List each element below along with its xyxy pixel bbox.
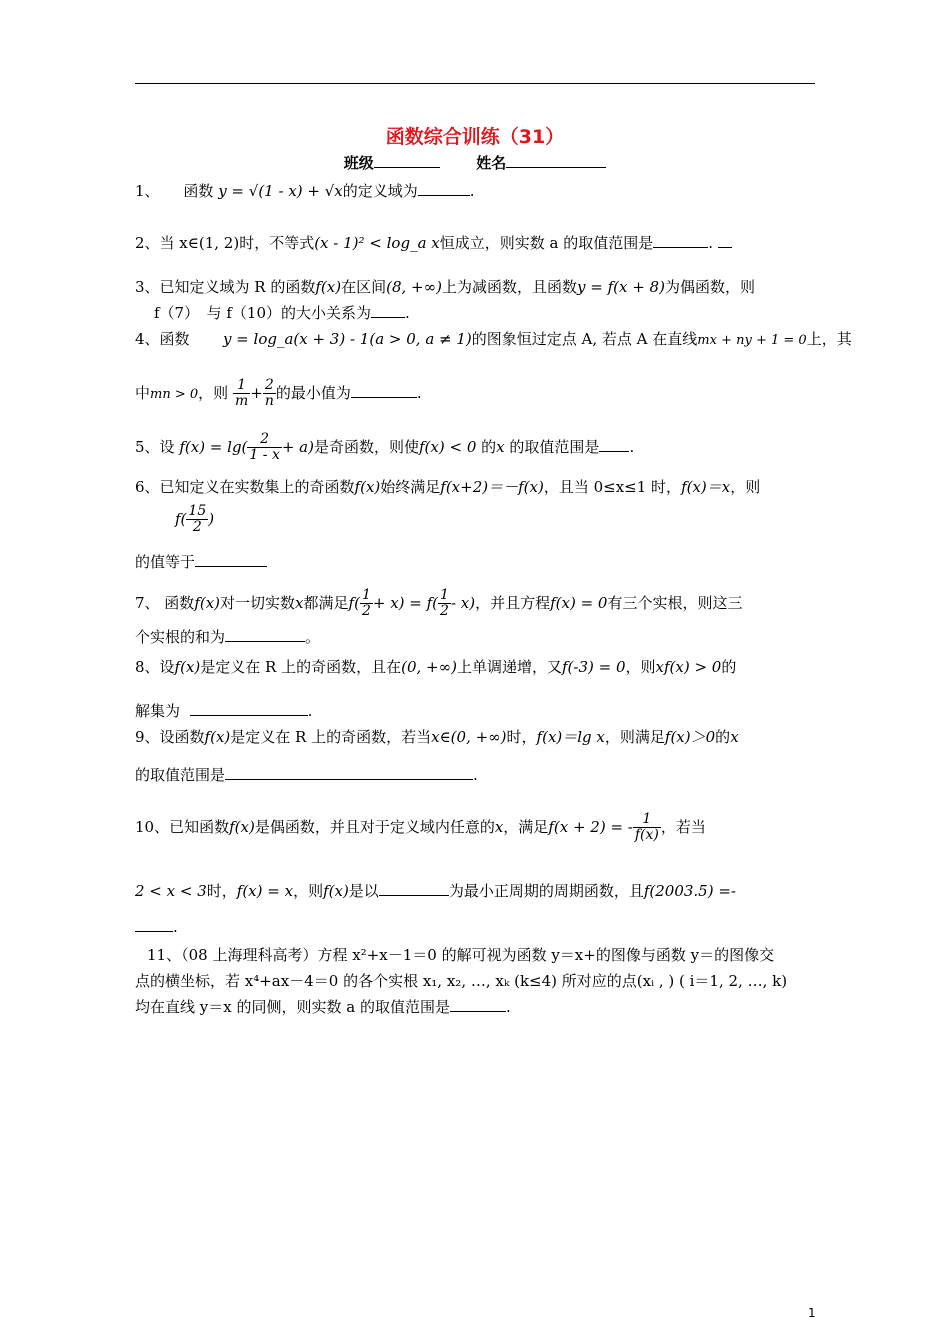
question-4-line-2 [135, 378, 422, 410]
q1-text-b: 的定义域为 [342, 182, 418, 200]
question-9-line-2 [135, 764, 478, 785]
q5-text-a: 5、设 [135, 437, 175, 456]
q2-formula: (x - 1)² < log_a x [314, 234, 440, 252]
q7-frac1-den: 2 [361, 603, 371, 620]
q9-text-d: ，则满足 [604, 728, 665, 746]
question-6-line-2 [175, 504, 214, 536]
q3-line2-end: . [405, 304, 410, 322]
q7-text-d: ，并且方程 [475, 593, 551, 612]
q3-text-b: 在区间 [341, 278, 387, 296]
q6-fx-eq: f(x)＝x [681, 478, 731, 496]
q9-line2-text: 的取值范围是 [135, 766, 226, 784]
q2-trailing-line [718, 246, 732, 248]
q8-line2-end: . [307, 702, 313, 720]
q8-text-b: 是定义在 R 上的奇函数，且在 [200, 658, 402, 676]
q8-text-e: 的 [721, 658, 737, 676]
q8-answer-blank[interactable] [190, 714, 308, 716]
q4-answer-blank[interactable] [351, 396, 417, 398]
q4-plus: + [250, 383, 263, 402]
q4-text-b: 的图象恒过定点 A, 若点 A 在直线 [471, 330, 698, 348]
q9-text-e: 的 [715, 728, 731, 746]
q8-text-c: 上单调递增，又 [456, 658, 562, 676]
q7-text-b: 对一切实数 [220, 593, 296, 612]
question-10-line-2 [135, 880, 736, 901]
page-title: 函数综合训练（31） [385, 126, 565, 148]
question-2 [135, 232, 732, 253]
q6-text-c: ，且当 0≤x≤1 时， [543, 478, 682, 496]
q4-line-eq: mx + ny + 1 = 0 [697, 333, 807, 348]
q10-value-blank[interactable] [135, 930, 173, 932]
question-3 [135, 276, 755, 297]
q7-text-c: 都满足 [303, 593, 349, 612]
q7-f-c: - x) [450, 593, 476, 612]
q10-range: 2 < x < 3 [135, 882, 207, 900]
q5-fx-end: + a) [281, 437, 314, 456]
q7-frac-2 [438, 588, 451, 620]
q6-frac [186, 504, 208, 536]
q5-answer-blank[interactable] [599, 450, 629, 452]
q10-frac [633, 812, 661, 844]
q9-text-b: 是定义在 R 上的奇函数，若当 [230, 728, 432, 746]
q6-line3-text: 的值等于 [135, 553, 196, 571]
question-6-line-3 [135, 551, 267, 572]
question-11-line-2 [135, 970, 787, 991]
q11-line-2: 点的横坐标，若 x⁴+ax－4＝0 的各个实根 x₁, x₂, …, xₖ (k≤4) 所对应的点(xᵢ , ) ( i＝1, 2, …, k) [135, 972, 788, 990]
q11-line-3-end: . [505, 998, 511, 1016]
q7-f-b: + x) = f( [372, 593, 439, 612]
q4-frac1-den: m [234, 393, 249, 410]
name-blank[interactable] [506, 167, 606, 168]
q3-text-d: 为偶函数，则 [664, 278, 755, 296]
q6-answer-blank[interactable] [195, 565, 267, 567]
q5-frac-num: 2 [247, 432, 281, 448]
question-10-line-3 [135, 918, 178, 936]
q5-x: x [496, 437, 505, 456]
q6-text-b: 始终满足 [380, 478, 441, 496]
q7-line2-text: 个实根的和为 [135, 628, 226, 646]
class-label: 班级 [343, 154, 374, 172]
q4-line2-b: ，则 [198, 383, 229, 402]
q4-cond: mn > 0 [150, 386, 199, 402]
q7-frac2-den: 2 [440, 603, 449, 620]
q8-fx: f(x) [174, 658, 201, 676]
q10-fx-2: f(x) [323, 882, 349, 900]
q6-fx: f(x) [354, 478, 381, 496]
q3-fx: f(x) [315, 278, 342, 296]
q4-frac-2 [263, 378, 276, 410]
q2-text-c: . [708, 234, 713, 252]
question-10 [135, 812, 706, 844]
q11-answer-blank[interactable] [450, 1010, 506, 1012]
q8-text-a: 8、设 [135, 658, 175, 676]
question-1 [135, 180, 475, 201]
question-7 [135, 588, 743, 620]
q7-eq: f(x) = 0 [550, 593, 608, 612]
q4-frac1-num: 1 [233, 378, 250, 394]
q1-number: 1、 [135, 182, 160, 200]
q6-frac-den: 2 [192, 519, 202, 536]
q3-text-c: 上为减函数，且函数 [441, 278, 577, 296]
q2-text-a: 2、当 x∈(1, 2)时，不等式 [135, 234, 315, 252]
q10-line2-d: 为最小正周期的周期函数，且 [448, 882, 644, 900]
q7-frac-1 [360, 588, 373, 620]
q5-text-d: 的取值范围是 [509, 437, 600, 456]
q10-fx: f(x) [229, 817, 255, 836]
q10-text-a: 10、已知函数 [135, 817, 230, 836]
q9-line2-end: . [473, 766, 478, 784]
q4-text-c: 上，其 [806, 330, 852, 348]
q10-line3-end: . [173, 918, 178, 936]
header-rule [135, 83, 815, 84]
q7-f-a: f( [348, 593, 360, 612]
q5-frac [247, 432, 281, 464]
q10-text-d: ，若当 [660, 817, 706, 836]
q5-frac-den: 1 - x [249, 447, 280, 464]
q7-frac1-num: 1 [361, 587, 371, 603]
q8-text-d: ，则 [625, 658, 656, 676]
q9-text-c: 时， [506, 728, 537, 746]
q4-line2-d: . [416, 383, 422, 402]
q9-answer-blank[interactable] [225, 778, 473, 780]
q5-text-e: . [629, 437, 635, 456]
q10-line2-c: 是以 [348, 882, 379, 900]
q4-formula: y = log_a(x + 3) - 1(a > 0, a ≠ 1) [222, 330, 472, 348]
question-9 [135, 726, 739, 747]
q4-frac-1 [233, 378, 250, 410]
q7-line2-end: 。 [305, 628, 321, 646]
q3-line2-text: f（7） 与 f（10）的大小关系为 [154, 304, 372, 322]
q10-line2-a: 时， [206, 882, 237, 900]
q7-text-a: 7、 函数 [135, 593, 195, 612]
q6-text-a: 6、已知定义在实数集上的奇函数 [135, 478, 355, 496]
q5-fx: f(x) = lg( [179, 437, 248, 456]
q6-frac-num: 15 [188, 503, 207, 519]
q5-cond: f(x) < 0 [419, 437, 477, 456]
q6-text-d: ，则 [730, 478, 761, 496]
question-8-line-2 [135, 700, 312, 721]
q7-answer-blank[interactable] [225, 640, 305, 642]
q10-text-b: 是偶函数，并且对于定义域内任意的 [254, 817, 495, 836]
question-8 [135, 656, 736, 677]
q10-x: x [494, 817, 504, 836]
q11-line-3: 均在直线 y＝x 的同侧，则实数 a 的取值范围是 [135, 998, 450, 1016]
q1-formula: y = √(1 - x) + √x [218, 182, 343, 200]
q9-fx-eq: f(x)＝lg x [536, 728, 605, 746]
q6-relation: f(x+2)＝－f(x) [440, 478, 544, 496]
q10-frac-num: 1 [633, 812, 661, 828]
q3-formula: y = f(x + 8) [576, 278, 665, 296]
q10-period-blank[interactable] [379, 894, 449, 896]
q3-interval: (8, +∞) [386, 278, 442, 296]
q10-fx-eq: f(x) = x [236, 882, 294, 900]
q9-interval: x∈(0, +∞) [431, 728, 507, 746]
q9-cond: f(x)＞0 [664, 728, 716, 746]
q7-x: x [295, 593, 304, 612]
q7-frac2-num: 1 [440, 587, 449, 603]
q7-text-e: 有三个实根，则这三 [607, 593, 743, 612]
q9-text-a: 9、设函数 [135, 728, 205, 746]
q9-fx: f(x) [204, 728, 231, 746]
q1-answer-blank[interactable] [418, 194, 470, 196]
q7-fx: f(x) [194, 593, 221, 612]
q1-text-c: . [469, 182, 475, 200]
question-4 [135, 328, 852, 349]
q4-line2-c: 的最小值为 [275, 383, 351, 402]
question-11-line-3 [135, 996, 511, 1017]
q2-text-b: 恒成立，则实数 a 的取值范围是 [439, 234, 654, 252]
q8-line2-text: 解集为 [135, 702, 181, 720]
q3-text-a: 3、已知定义域为 R 的函数 [135, 278, 316, 296]
q3-answer-blank[interactable] [371, 316, 405, 318]
q6-f-open: f( [175, 509, 187, 528]
q4-frac2-den: n [264, 393, 274, 410]
class-name-line [0, 152, 950, 173]
q5-text-b: 是奇函数，则使 [313, 437, 419, 456]
q8-interval: (0, +∞) [401, 658, 457, 676]
q4-text-a: 4、函数 [135, 330, 190, 348]
q8-cond: f(-3) = 0 [561, 658, 626, 676]
q4-line2-a: 中 [135, 383, 151, 402]
question-7-line-2 [135, 626, 320, 647]
q10-text-c: ，满足 [503, 817, 549, 836]
q10-value: f(2003.5) =- [643, 882, 736, 900]
q11-line-1: 11、（08 上海理科高考）方程 x²+x－1＝0 的解可视为函数 y＝x+的图像与函数 y＝的图像交 [147, 946, 775, 964]
class-blank[interactable] [374, 167, 440, 168]
q10-line2-b: ，则 [293, 882, 324, 900]
q2-answer-blank[interactable] [653, 246, 708, 248]
question-3-line-2 [154, 302, 410, 323]
q10-frac-den: f(x) [634, 827, 659, 844]
question-5 [135, 432, 634, 464]
q1-text-a: 函数 [183, 182, 214, 200]
q6-f-close: ) [208, 509, 215, 528]
q10-relation: f(x + 2) = - [548, 817, 633, 836]
q9-x: x [730, 728, 739, 746]
page-number: 1 [808, 1306, 816, 1320]
q8-ineq: xf(x) > 0 [655, 658, 722, 676]
question-11 [147, 944, 774, 965]
question-6 [135, 476, 760, 497]
q5-text-c: 的 [481, 437, 497, 456]
q4-frac2-num: 2 [263, 378, 276, 394]
name-label: 姓名 [476, 154, 507, 172]
